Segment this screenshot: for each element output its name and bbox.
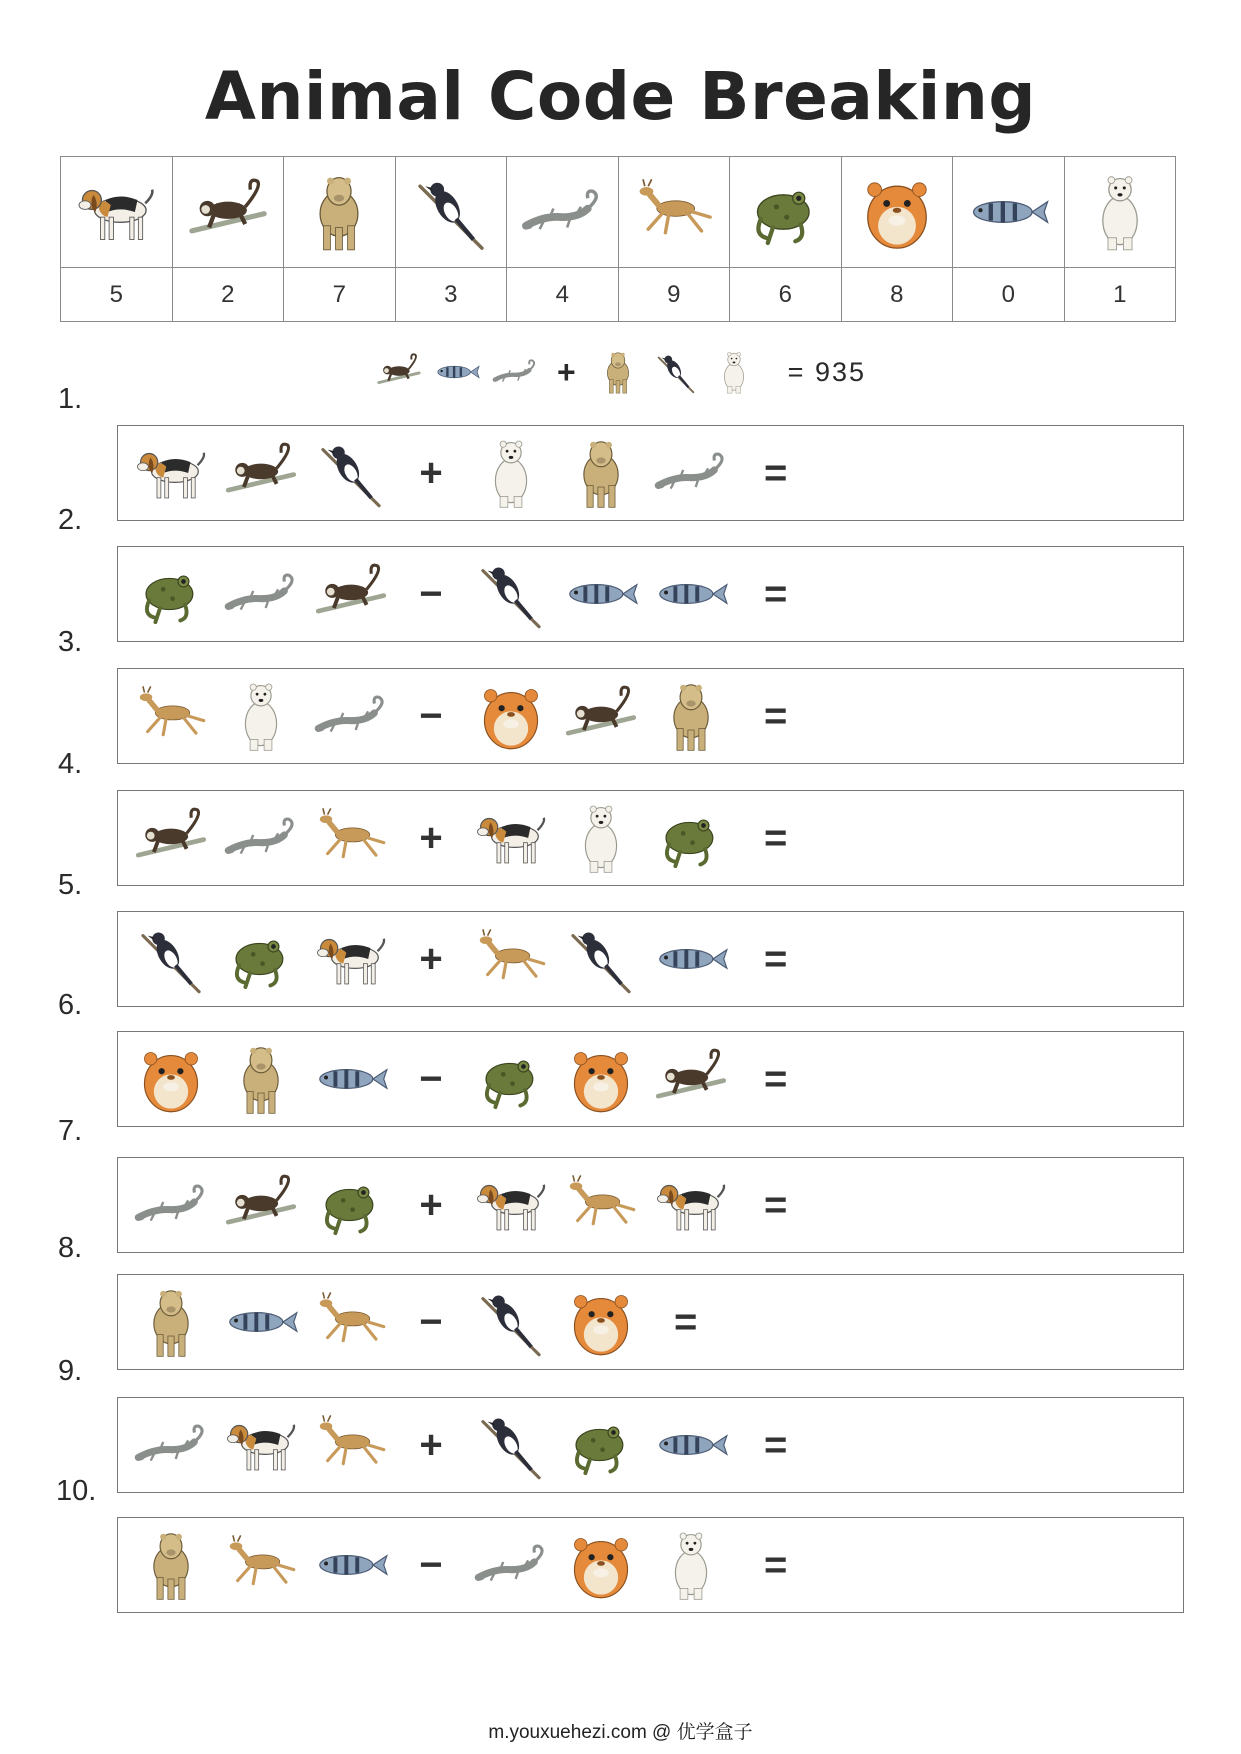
lion-icon <box>132 1526 210 1604</box>
frog-icon <box>132 555 210 633</box>
frog-icon <box>312 1166 390 1244</box>
monkey-icon <box>185 169 271 255</box>
frog-icon <box>562 1406 640 1484</box>
beagle-icon <box>312 920 390 998</box>
equals-sign: = <box>764 1422 788 1467</box>
monkey-icon <box>222 434 300 512</box>
frog-icon <box>652 799 730 877</box>
question-number: 10. <box>56 1475 97 1507</box>
hamster-icon <box>472 677 550 755</box>
lion-icon <box>652 677 730 755</box>
fish-icon <box>965 169 1051 255</box>
hamster-icon <box>562 1040 640 1118</box>
deer-icon <box>312 799 390 877</box>
question-box[interactable] <box>117 425 1184 521</box>
deer-icon <box>562 1166 640 1244</box>
question-number: 9. <box>58 1355 83 1387</box>
monkey-icon <box>222 1166 300 1244</box>
fish-icon <box>433 348 481 396</box>
key-picture-cell <box>507 157 618 268</box>
beagle-icon <box>222 1406 300 1484</box>
key-column <box>396 157 508 321</box>
key-column <box>1065 157 1176 321</box>
fish-icon <box>652 555 730 633</box>
lion-icon <box>296 169 382 255</box>
deer-icon <box>631 169 717 255</box>
key-digit: 8 <box>890 280 904 308</box>
operator-sign: + <box>419 1422 443 1467</box>
operator-sign: − <box>419 693 443 738</box>
hamster-icon <box>562 1526 640 1604</box>
bird-icon <box>312 434 390 512</box>
monkey-icon <box>132 799 210 877</box>
key-column <box>284 157 396 321</box>
monkey-icon <box>312 555 390 633</box>
frog-icon <box>742 169 828 255</box>
hamster-icon <box>132 1040 210 1118</box>
bird-icon <box>562 920 640 998</box>
question-number: 6. <box>58 989 83 1021</box>
lizard-icon <box>132 1166 210 1244</box>
key-picture-cell <box>284 157 395 268</box>
key-digit: 1 <box>1113 280 1127 308</box>
fish-icon <box>312 1526 390 1604</box>
lizard-icon <box>491 348 539 396</box>
key-digit: 0 <box>1001 280 1015 308</box>
fish-icon <box>652 1406 730 1484</box>
fish-icon <box>562 555 640 633</box>
key-column <box>953 157 1065 321</box>
key-picture-cell <box>730 157 841 268</box>
beagle-icon <box>472 799 550 877</box>
bird-icon <box>472 555 550 633</box>
polar-bear-icon <box>1077 169 1163 255</box>
operator-sign: + <box>419 815 443 860</box>
polar-bear-icon <box>222 677 300 755</box>
key-picture-cell <box>842 157 953 268</box>
page-title: Animal Code Breaking <box>204 58 1037 135</box>
question-number: 2. <box>58 504 83 536</box>
equals-sign: = <box>764 815 788 860</box>
deer-icon <box>222 1526 300 1604</box>
frog-icon <box>472 1040 550 1118</box>
lizard-icon <box>222 555 300 633</box>
key-digit: 6 <box>778 280 792 308</box>
key-picture-cell <box>953 157 1064 268</box>
question-number: 1. <box>58 383 83 415</box>
frog-icon <box>222 920 300 998</box>
key-picture-cell <box>61 157 172 268</box>
polar-bear-icon <box>562 799 640 877</box>
equals-sign: = <box>764 571 788 616</box>
key-digit: 4 <box>555 280 569 308</box>
hamster-icon <box>562 1283 640 1361</box>
beagle-icon <box>652 1166 730 1244</box>
monkey-icon <box>562 677 640 755</box>
key-picture-cell <box>1065 157 1176 268</box>
lizard-icon <box>652 434 730 512</box>
code-key-table <box>60 156 1176 322</box>
question-box[interactable] <box>117 1274 1184 1370</box>
key-column <box>619 157 731 321</box>
bird-icon <box>652 348 700 396</box>
equals-sign: = <box>764 1182 788 1227</box>
example-operator: + <box>556 353 576 390</box>
key-digit: 7 <box>332 280 346 308</box>
question-number: 7. <box>58 1115 83 1147</box>
footer-watermark: m.youxuehezi.com @ 优学盒子 <box>488 1722 753 1743</box>
bird-icon <box>472 1283 550 1361</box>
operator-sign: + <box>419 1182 443 1227</box>
lion-icon <box>594 348 642 396</box>
question-box[interactable] <box>117 668 1184 764</box>
equals-sign: = <box>764 450 788 495</box>
operator-sign: − <box>419 1056 443 1101</box>
lizard-icon <box>222 799 300 877</box>
question-box[interactable] <box>117 911 1184 1007</box>
monkey-icon <box>375 348 423 396</box>
operator-sign: − <box>419 571 443 616</box>
question-box[interactable] <box>117 790 1184 886</box>
equals-sign: = <box>764 1056 788 1101</box>
fish-icon <box>222 1283 300 1361</box>
deer-icon <box>312 1406 390 1484</box>
bird-icon <box>132 920 210 998</box>
question-number: 4. <box>58 748 83 780</box>
equals-sign: = <box>764 693 788 738</box>
question-number: 3. <box>58 626 83 658</box>
equals-sign: = <box>674 1299 698 1344</box>
operator-sign: − <box>419 1299 443 1344</box>
key-column <box>507 157 619 321</box>
beagle-icon <box>132 434 210 512</box>
key-column <box>730 157 842 321</box>
key-column <box>842 157 954 321</box>
lizard-icon <box>472 1526 550 1604</box>
key-digit: 3 <box>444 280 458 308</box>
key-digit: 2 <box>221 280 235 308</box>
question-box[interactable] <box>117 1397 1184 1493</box>
worked-example <box>0 344 1241 400</box>
question-box[interactable] <box>117 546 1184 642</box>
beagle-icon <box>73 169 159 255</box>
monkey-icon <box>652 1040 730 1118</box>
deer-icon <box>472 920 550 998</box>
lion-icon <box>562 434 640 512</box>
fish-icon <box>652 920 730 998</box>
key-digit: 9 <box>667 280 681 308</box>
example-result: = 935 <box>787 356 866 387</box>
bird-icon <box>472 1406 550 1484</box>
question-box[interactable] <box>117 1157 1184 1253</box>
key-digit: 5 <box>109 280 123 308</box>
key-picture-cell <box>619 157 730 268</box>
question-box[interactable] <box>117 1517 1184 1613</box>
operator-sign: + <box>419 450 443 495</box>
lizard-icon <box>312 677 390 755</box>
deer-icon <box>132 677 210 755</box>
equals-sign: = <box>764 1542 788 1587</box>
operator-sign: + <box>419 936 443 981</box>
polar-bear-icon <box>652 1526 730 1604</box>
lion-icon <box>132 1283 210 1361</box>
polar-bear-icon <box>472 434 550 512</box>
question-number: 5. <box>58 869 83 901</box>
key-picture-cell <box>173 157 284 268</box>
equals-sign: = <box>764 936 788 981</box>
question-box[interactable] <box>117 1031 1184 1127</box>
key-column <box>173 157 285 321</box>
deer-icon <box>312 1283 390 1361</box>
lizard-icon <box>132 1406 210 1484</box>
key-column <box>61 157 173 321</box>
beagle-icon <box>472 1166 550 1244</box>
hamster-icon <box>854 169 940 255</box>
polar-bear-icon <box>710 348 758 396</box>
lizard-icon <box>519 169 605 255</box>
key-picture-cell <box>396 157 507 268</box>
question-number: 8. <box>58 1232 83 1264</box>
bird-icon <box>408 169 494 255</box>
operator-sign: − <box>419 1542 443 1587</box>
lion-icon <box>222 1040 300 1118</box>
fish-icon <box>312 1040 390 1118</box>
